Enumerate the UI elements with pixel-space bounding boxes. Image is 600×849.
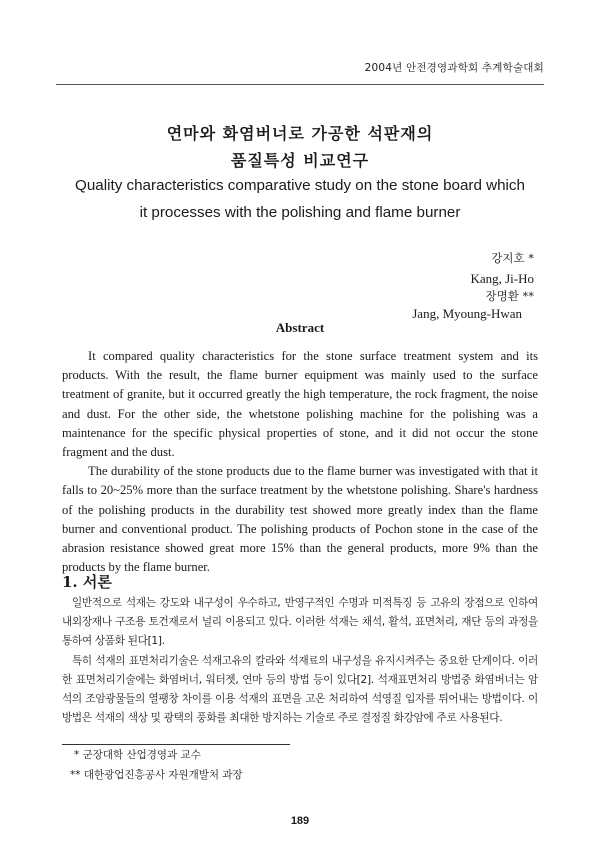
introduction-body xyxy=(62,594,538,728)
footnote-divider xyxy=(62,744,290,745)
page-number: 189 xyxy=(290,815,310,827)
korean-title-line1: 연마와 화염버너로 가공한 석판재의 xyxy=(166,124,434,143)
introduction-paragraph-2: 특히 석재의 표면처리기술은 석재고유의 칼라와 석재료의 내구성을 유지시켜주는 중요한 단계이다. 이러한 표면처리기술에는 화염버너, 워터젯, 연마 등의 방법 등이 있다[2]. 석재표면처리 방법중 화염버너는 암석의 조암광물들의 열팽창 차이를 이용 석재의 표면을 고온 처리하여 석영질 입자를 튀어내는 방법이다. 이 방법은 석재의 색상 및 광택의 풍화를 최대한 방지하는 기술로 주로 결정질 화강암에 주로 사용된다. xyxy=(62,654,538,725)
author1-korean-name: 강지호 * xyxy=(491,251,534,265)
introduction-paragraph-1: 일반적으로 석재는 강도와 내구성이 우수하고, 반영구적인 수명과 미적특징 등 고유의 장점으로 인하여 내외장재나 구조용 토건재로서 널리 이용되고 있다. 이러한 석재는 채석, 활석, 표면처리, 재단 등의 과정을 통하여 상품화 된다[1]. xyxy=(62,597,538,648)
footnote-1: * 군장대학 산업경영과 교수 xyxy=(74,749,201,761)
author1-english-name: Kang, Ji-Ho xyxy=(470,271,534,286)
footnote-2: ** 대한광업진흥공사 자원개발처 과장 xyxy=(70,769,243,781)
header-divider xyxy=(56,84,544,85)
abstract-paragraph-1: It compared quality characteristics for the stone surface treatment system and its products. With the result, the flame burner equipment was mainly used to the surface treatment of granite, but it occurred greatly the high temperature, the rock fragment, the noise and dust. For the other side, the whetstone polishing machine for the polishing was a maintenance for the specific physical properties of stone, and it did not occur the stone fragment and the dust. xyxy=(62,349,538,460)
author2-english-name: Jang, Myoung-Hwan xyxy=(412,306,522,321)
author2-korean-name: 장명환 ** xyxy=(485,289,534,303)
english-title: Quality characteristics comparative study on the stone board which it processes with the polishing and flame burner xyxy=(75,177,525,221)
conference-header: 2004년 안전경영과학회 추계학술대회 xyxy=(364,62,544,74)
section-heading-introduction: 1. 서론 xyxy=(62,573,112,591)
abstract-body xyxy=(62,347,538,577)
korean-title-line2: 품질특성 비교연구 xyxy=(230,151,370,170)
abstract-paragraph-2: The durability of the stone products due to the flame burner was investigated with that it falls to 20~25% more than the surface treatment by the whetstone polishing. Share's hardness of the polishing products in the durability test showed more greatly index than the flame burner and conventional product. The polishing products of Pochon stone in the case of the abrasion resistance showed great more 15% than the general products, more 9% than the products by the flame burner. xyxy=(62,464,538,575)
abstract-heading: Abstract xyxy=(275,320,325,335)
